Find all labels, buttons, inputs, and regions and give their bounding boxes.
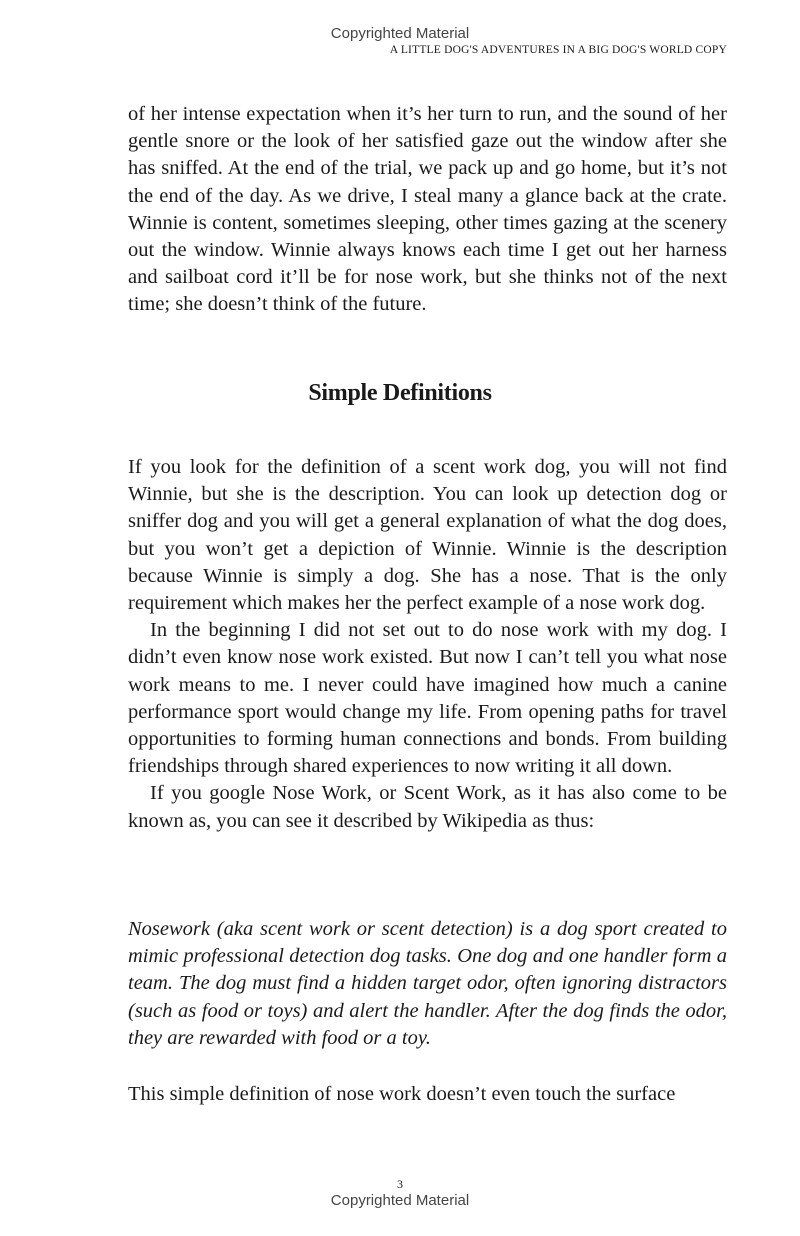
wikipedia-quote [128, 916, 727, 1052]
closing-text [128, 1081, 727, 1108]
body-paragraph-2: In the beginning I did not set out to do nose work with my dog. I didn’t even know nose work existed. But now I can’t tell you what nose work means to me. I never could have imagined how much a canine performance sport would change my life. From opening paths for travel opportunities to forming human connections and bonds. From building friendships through shared experiences to now writing it all down. [128, 619, 727, 778]
section-body [128, 454, 727, 835]
intro-text [128, 101, 727, 319]
section-heading: Simple Definitions [308, 380, 492, 406]
running-head: A LITTLE DOG'S ADVENTURES IN A BIG DOG'S WORLD COPY [389, 44, 727, 56]
copyright-watermark-top: Copyrighted Material [330, 25, 470, 42]
body-paragraph-1: If you look for the definition of a scent work dog, you will not find Winnie, but she is the description. You can look up detection dog or sniffer dog and you will get a general explanation of what the dog does, but you won’t get a depiction of Winnie. Winnie is the description because Winnie is simply a dog. She has a nose. That is the only requirement which makes her the perfect example of a nose work dog. [128, 456, 727, 615]
copyright-watermark-bottom: Copyrighted Material [330, 1192, 470, 1209]
intro-paragraph: of her intense expectation when it’s her turn to run, and the sound of her gentle snore or the look of her satisfied gaze out the window after she has sniffed. At the end of the trial, we pack up and go home, but it’s not the end of the day. As we drive, I steal many a glance back at the crate. Winnie is content, sometimes sleeping, other times gazing at the scenery out the window. Winnie always knows each time I get out her harness and sailboat cord it’ll be for nose work, but she thinks not of the next time; she doesn’t think of the future. [128, 103, 727, 316]
quote-text: Nosework (aka scent work or scent detection) is a dog sport created to mimic professional detection dog tasks. One dog and one handler form a team. The dog must find a hidden target odor, often ignoring distractors (such as food or toys) and alert the handler. After the dog finds the odor, they are rewarded with food or a toy. [128, 918, 727, 1049]
page-number: 3 [397, 1177, 403, 1191]
closing-line: This simple definition of nose work doesn’t even touch the surface [128, 1083, 676, 1105]
body-paragraph-3: If you google Nose Work, or Scent Work, as it has also come to be known as, you can see it described by Wikipedia as thus: [128, 782, 727, 832]
